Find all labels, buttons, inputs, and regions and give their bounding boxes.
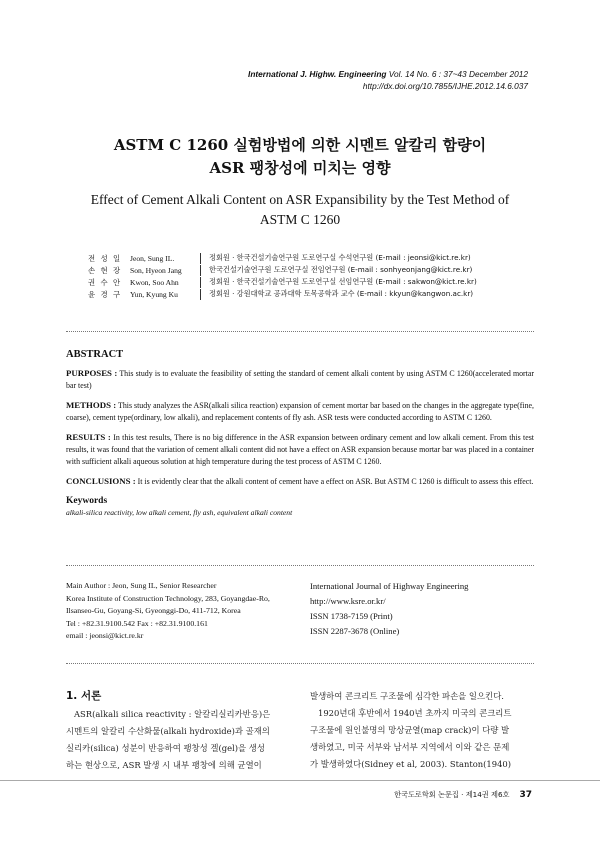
main-author-info bbox=[66, 580, 296, 643]
abstract-heading: ABSTRACT bbox=[66, 349, 124, 360]
dotted-separator bbox=[66, 331, 534, 332]
journal-info-url[interactable]: http://www.ksre.or.kr/ bbox=[310, 596, 386, 606]
body-line: 가 발생하였다(Sidney et al, 2003). Stanton(1940) bbox=[310, 759, 512, 769]
page-number: 37 bbox=[519, 790, 532, 800]
author-row bbox=[88, 288, 558, 300]
keywords-heading: Keywords bbox=[66, 496, 108, 506]
dotted-separator bbox=[66, 565, 534, 566]
author-affiliation: 정회원 · 한국건설기술연구원 도로연구실 수석연구원 (E-mail : jeonsi@kict.re.kr) bbox=[209, 253, 471, 262]
journal-volume: Vol. 14 No. 6 : 37~43 December 2012 bbox=[388, 69, 528, 79]
author-name-ko: 손 현 장 bbox=[88, 265, 122, 275]
results-label: RESULTS : bbox=[66, 432, 111, 442]
main-author-line: Ilsanseo-Gu, Goyang-Si, Gyeonggi-Do, 411-712, Korea bbox=[66, 606, 241, 615]
body-line: 구조물에 원인불명의 망상균열(map crack)이 다량 발 bbox=[310, 725, 510, 735]
abstract-conclusions bbox=[66, 475, 534, 488]
abstract-methods bbox=[66, 399, 534, 424]
body-line: 실리카(silica) 성분이 반응하여 팽창성 겔(gel)을 생성 bbox=[66, 743, 265, 753]
main-author-line: Main Author : Jeon, Sung IL, Senior Researcher bbox=[66, 581, 217, 590]
dotted-separator bbox=[66, 663, 534, 664]
keywords-list: alkali-silica reactivity, low alkali cement, fly ash, equivalent alkali content bbox=[66, 508, 293, 517]
title-en-line2: ASTM C 1260 bbox=[259, 212, 341, 227]
author-affiliation: 정회원 · 강원대학교 공과대학 토목공학과 교수 (E-mail : kkyun@kangwon.ac.kr) bbox=[209, 289, 474, 298]
body-line: 발생하여 콘크리트 구조물에 심각한 파손을 일으킨다. bbox=[310, 691, 504, 701]
body-line: 하는 현상으로, ASR 발생 시 내부 팽창에 의해 균열이 bbox=[66, 760, 262, 770]
abstract-section bbox=[66, 349, 534, 519]
title-ko-line1: ASTM C 1260 실험방법에 의한 시멘트 알칼리 함량이 bbox=[113, 136, 487, 154]
purposes-label: PURPOSES : bbox=[66, 368, 118, 378]
divider bbox=[200, 277, 201, 288]
author-name-ko: 권 수 안 bbox=[88, 277, 122, 287]
abstract-results bbox=[66, 431, 534, 468]
conclusions-text: It is evidently clear that the alkali content of cement have a effect on ASR. But ASTM C 1260 is difficult to assess this effect. bbox=[135, 477, 534, 486]
abstract-purposes bbox=[66, 367, 534, 392]
author-row bbox=[88, 252, 558, 264]
body-column-left bbox=[66, 706, 290, 774]
journal-info bbox=[310, 579, 534, 639]
journal-info-line: International Journal of Highway Engineering bbox=[310, 581, 469, 591]
author-row bbox=[88, 264, 558, 276]
divider bbox=[200, 253, 201, 264]
footer-journal: 한국도로학회 논문집 · 제14권 제6호 bbox=[394, 790, 510, 799]
journal-doi[interactable]: http://dx.doi.org/10.7855/IJHE.2012.14.6.037 bbox=[362, 81, 528, 91]
title-en-line1: Effect of Cement Alkali Content on ASR Expansibility by the Test Method of bbox=[90, 192, 510, 207]
title-en bbox=[60, 190, 540, 230]
page-footer bbox=[394, 790, 532, 800]
author-name-en: Jeon, Sung IL. bbox=[130, 253, 175, 263]
body-line: ASR(alkali silica reactivity : 알칼리실리카반응)은 bbox=[74, 709, 271, 719]
main-author-email[interactable]: email : jeonsi@kict.re.kr bbox=[66, 631, 144, 640]
methods-label: METHODS : bbox=[66, 400, 117, 410]
journal-info-line: ISSN 1738-7159 (Print) bbox=[310, 611, 393, 621]
results-text: In this test results, There is no big difference in the ASR expansion between ordinary cement and low alkali cement. From this test results, it was found that the variation of cement alkali content did not have a effect on ASR expansion because mortar bar was placed in a container with sufficient alkali aqueous solution at high temperature during the test process of ASTM C 1260. bbox=[66, 433, 534, 466]
author-name-en: Son, Hyeon Jang bbox=[130, 265, 182, 275]
divider bbox=[200, 289, 201, 300]
author-list bbox=[88, 252, 558, 300]
author-affiliation: 한국건설기술연구원 도로연구실 전임연구원 (E-mail : sonhyeonjang@kict.re.kr) bbox=[209, 265, 473, 274]
author-name-ko: 전 성 일 bbox=[88, 253, 122, 263]
main-author-line: Korea Institute of Construction Technology, 283, Goyangdae-Ro, bbox=[66, 593, 270, 603]
purposes-text: This study is to evaluate the feasibility of setting the standard of cement alkali content by using ASTM C 1260(accelerated mortar bar test) bbox=[66, 369, 535, 390]
body-line: 시멘트의 알칼리 수산화물(alkali hydroxide)과 골재의 bbox=[66, 726, 270, 736]
journal-info-line: ISSN 2287-3678 (Online) bbox=[310, 626, 400, 636]
conclusions-label: CONCLUSIONS : bbox=[66, 476, 136, 486]
journal-name: International J. Highw. Engineering bbox=[248, 69, 387, 79]
author-name-en: Yun, Kyung Ku bbox=[130, 289, 178, 299]
section-heading: 1. 서론 bbox=[66, 690, 102, 702]
body-line: 1920년대 후반에서 1940년 초까지 미국의 콘크리트 bbox=[318, 708, 512, 718]
methods-text: This study analyzes the ASR(alkali silica reaction) expansion of cement mortar bar based on the changes in the aggregate type(fine, coarse), cement type(ordinary, low alkali), and replacement contents of fly ash. ASR tests were conducted according to ASTM C 1260. bbox=[66, 401, 534, 422]
journal-header bbox=[248, 68, 528, 92]
author-name-ko: 윤 경 구 bbox=[88, 289, 122, 299]
author-affiliation: 정회원 · 한국건설기술연구원 도로연구실 선임연구원 (E-mail : sakwon@kict.re.kr) bbox=[209, 277, 477, 286]
author-row bbox=[88, 276, 558, 288]
author-name-en: Kwon, Soo Ahn bbox=[130, 277, 179, 287]
footer-rule bbox=[0, 780, 600, 781]
title-ko-line2: ASR 팽창성에 미치는 영향 bbox=[209, 159, 391, 177]
divider bbox=[200, 265, 201, 276]
main-author-line: Tel : +82.31.9100.542 Fax : +82.31.9100.161 bbox=[66, 618, 208, 628]
body-line: 생하였고, 미국 서부와 남서부 지역에서 이와 같은 문제 bbox=[310, 742, 510, 752]
body-column-right bbox=[310, 688, 536, 773]
